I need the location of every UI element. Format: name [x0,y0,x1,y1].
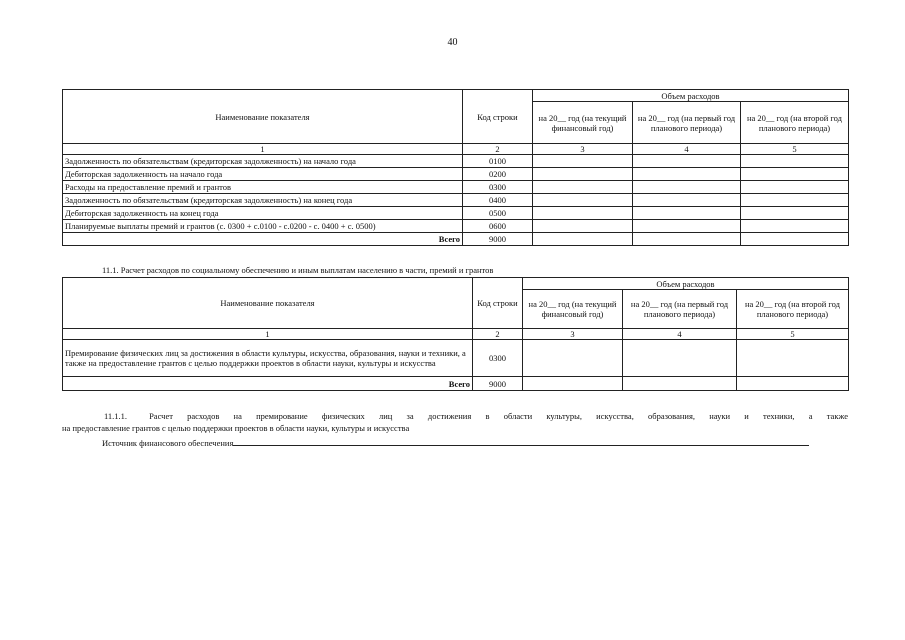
value-cell[interactable] [741,155,849,168]
row-name: Планируемые выплаты премий и грантов (с. 0300 + с.0100 - с.0200 - с. 0400 + с. 0500) [63,220,463,233]
table-row [63,194,849,207]
expense-volume-header: Объем расходов [533,90,849,102]
column-number: 4 [633,144,741,155]
row-code: 0100 [463,155,533,168]
value-cell[interactable] [533,168,633,181]
column-number: 4 [623,329,737,340]
year-plan1-header: на 20__ год (на первый год планового периода) [623,290,737,329]
total-row [63,233,849,246]
table-row [63,220,849,233]
section-11-1-1-line1 [62,410,848,422]
value-cell[interactable] [623,340,737,377]
total-code: 9000 [473,377,523,391]
total-code: 9000 [463,233,533,246]
section-11-1-title: 11.1. Расчет расходов по социальному обеспечению и иным выплатам населению в части, премий и грантов [102,265,494,275]
value-cell[interactable] [533,181,633,194]
row-code: 0500 [463,207,533,220]
value-cell[interactable] [533,155,633,168]
row-code: 0600 [463,220,533,233]
row-code: 0300 [463,181,533,194]
funding-source-line [102,436,809,449]
value-cell[interactable] [633,194,741,207]
funding-source-input[interactable] [233,436,809,446]
table-row [63,340,849,377]
code-column-header: Код строки [473,278,523,329]
row-name: Задолженность по обязательствам (кредиторская задолженность) на конец года [63,194,463,207]
table-row [63,181,849,194]
row-name: Расходы на предоставление премий и грантов [63,181,463,194]
column-number: 2 [463,144,533,155]
expense-table-2 [62,277,849,391]
column-number: 3 [523,329,623,340]
value-cell[interactable] [741,168,849,181]
page-number: 40 [447,37,458,48]
section-number: 11.1.1. [104,411,128,421]
value-cell[interactable] [737,377,849,391]
funding-source-label: Источник финансового обеспечения [102,438,234,448]
row-name: Дебиторская задолженность на начало года [63,168,463,181]
value-cell[interactable] [533,207,633,220]
value-cell[interactable] [633,233,741,246]
column-number: 3 [533,144,633,155]
row-code: 0400 [463,194,533,207]
row-code: 0300 [473,340,523,377]
value-cell[interactable] [741,220,849,233]
value-cell[interactable] [633,207,741,220]
value-cell[interactable] [623,377,737,391]
column-number: 1 [63,329,473,340]
total-row [63,377,849,391]
value-cell[interactable] [523,340,623,377]
year-plan1-header: на 20__ год (на первый год планового периода) [633,102,741,144]
value-cell[interactable] [633,168,741,181]
table-row [63,168,849,181]
row-code: 0200 [463,168,533,181]
year-current-header: на 20__ год (на текущий финансовый год) [533,102,633,144]
value-cell[interactable] [533,233,633,246]
column-number: 5 [741,144,849,155]
name-column-header: Наименование показателя [63,90,463,144]
row-name: Дебиторская задолженность на конец года [63,207,463,220]
column-number: 2 [473,329,523,340]
value-cell[interactable] [737,340,849,377]
value-cell[interactable] [741,194,849,207]
value-cell[interactable] [741,233,849,246]
column-number: 1 [63,144,463,155]
value-cell[interactable] [533,220,633,233]
table-row [63,155,849,168]
expense-table-1 [62,89,849,246]
value-cell[interactable] [633,220,741,233]
name-column-header: Наименование показателя [63,278,473,329]
code-column-header: Код строки [463,90,533,144]
row-name: Премирование физических лиц за достижения в области культуры, искусства, образования, науки и техники, а также на предоставление грантов с целью поддержки проектов в области науки, культуры и искусства [63,340,473,377]
year-plan2-header: на 20__ год (на второй год планового периода) [741,102,849,144]
expense-volume-header: Объем расходов [523,278,849,290]
section-11-1-1-line2: на предоставление грантов с целью поддержки проектов в области науки, культуры и искусства [62,423,410,433]
total-label: Всего [63,377,473,391]
section-text: Расчет расходов на премирование физических лиц за достижения в области культуры, искусства, образования, науки и техники, а также [149,411,848,421]
table-row [63,207,849,220]
total-label: Всего [63,233,463,246]
value-cell[interactable] [533,194,633,207]
value-cell[interactable] [523,377,623,391]
year-plan2-header: на 20__ год (на второй год планового периода) [737,290,849,329]
row-name: Задолженность по обязательствам (кредиторская задолженность) на начало года [63,155,463,168]
value-cell[interactable] [741,207,849,220]
value-cell[interactable] [633,155,741,168]
value-cell[interactable] [741,181,849,194]
value-cell[interactable] [633,181,741,194]
column-number: 5 [737,329,849,340]
year-current-header: на 20__ год (на текущий финансовый год) [523,290,623,329]
